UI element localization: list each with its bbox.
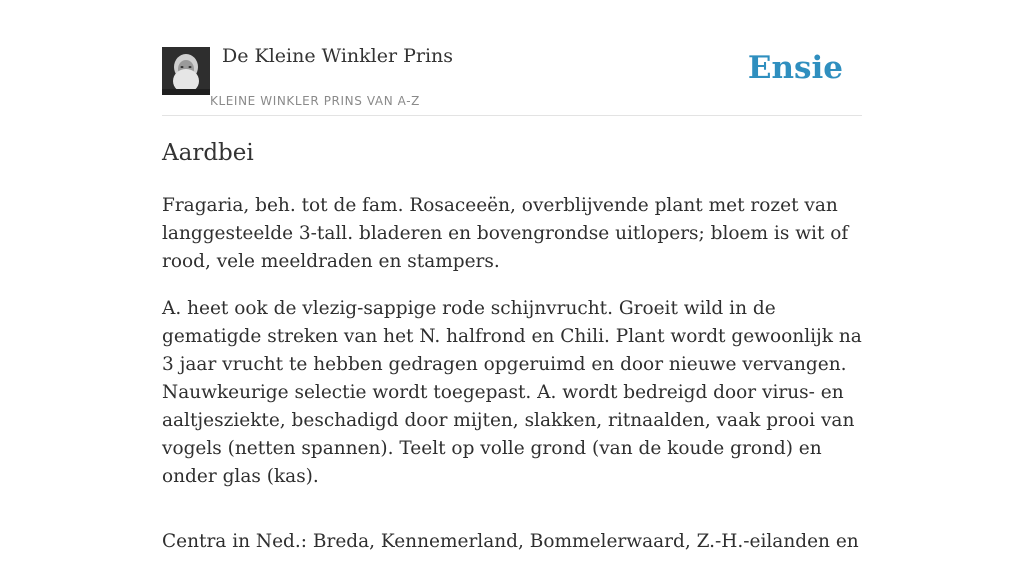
entry-paragraph: A. heet ook de vlezig-sappige rode schijnvrucht. Groeit wild in de gematigde streken van het N. halfrond en Chili. Plant wordt gewoonlijk na 3 jaar vrucht te hebben gedragen opgeruimd en door nieuwe vervangen. Nauwkeurige selectie wordt toegepast. A. wordt bedreigd door virus- en aaltjesziekte, beschadigd door mijten, slakken, ritnaalden, vaak prooi van vogels (netten spannen). Teelt op volle grond (van de koude grond) en onder glas (kas). xyxy=(162,298,862,487)
entry-paragraph: Centra in Ned.: Breda, Kennemerland, Bommelerwaard, Z.-H.-eilanden en xyxy=(162,531,859,552)
article-page xyxy=(162,0,862,552)
entry-title: Aardbei xyxy=(162,140,254,166)
author-portrait-icon xyxy=(162,47,210,95)
source-header xyxy=(162,0,862,116)
entry-paragraph: Fragaria, beh. tot de fam. Rosaceeën, overblijvende plant met rozet van langgesteelde 3-tall. bladeren en bovengrondse uitlopers; bloem is wit of rood, vele meeldraden en stampers. xyxy=(162,195,849,272)
source-title[interactable]: De Kleine Winkler Prins xyxy=(222,45,454,67)
entry-content xyxy=(162,192,862,575)
ensie-logo[interactable]: Ensie xyxy=(747,50,843,86)
source-subtitle[interactable]: KLEINE WINKLER PRINS VAN A-Z xyxy=(210,94,420,108)
author-avatar[interactable] xyxy=(162,47,210,95)
